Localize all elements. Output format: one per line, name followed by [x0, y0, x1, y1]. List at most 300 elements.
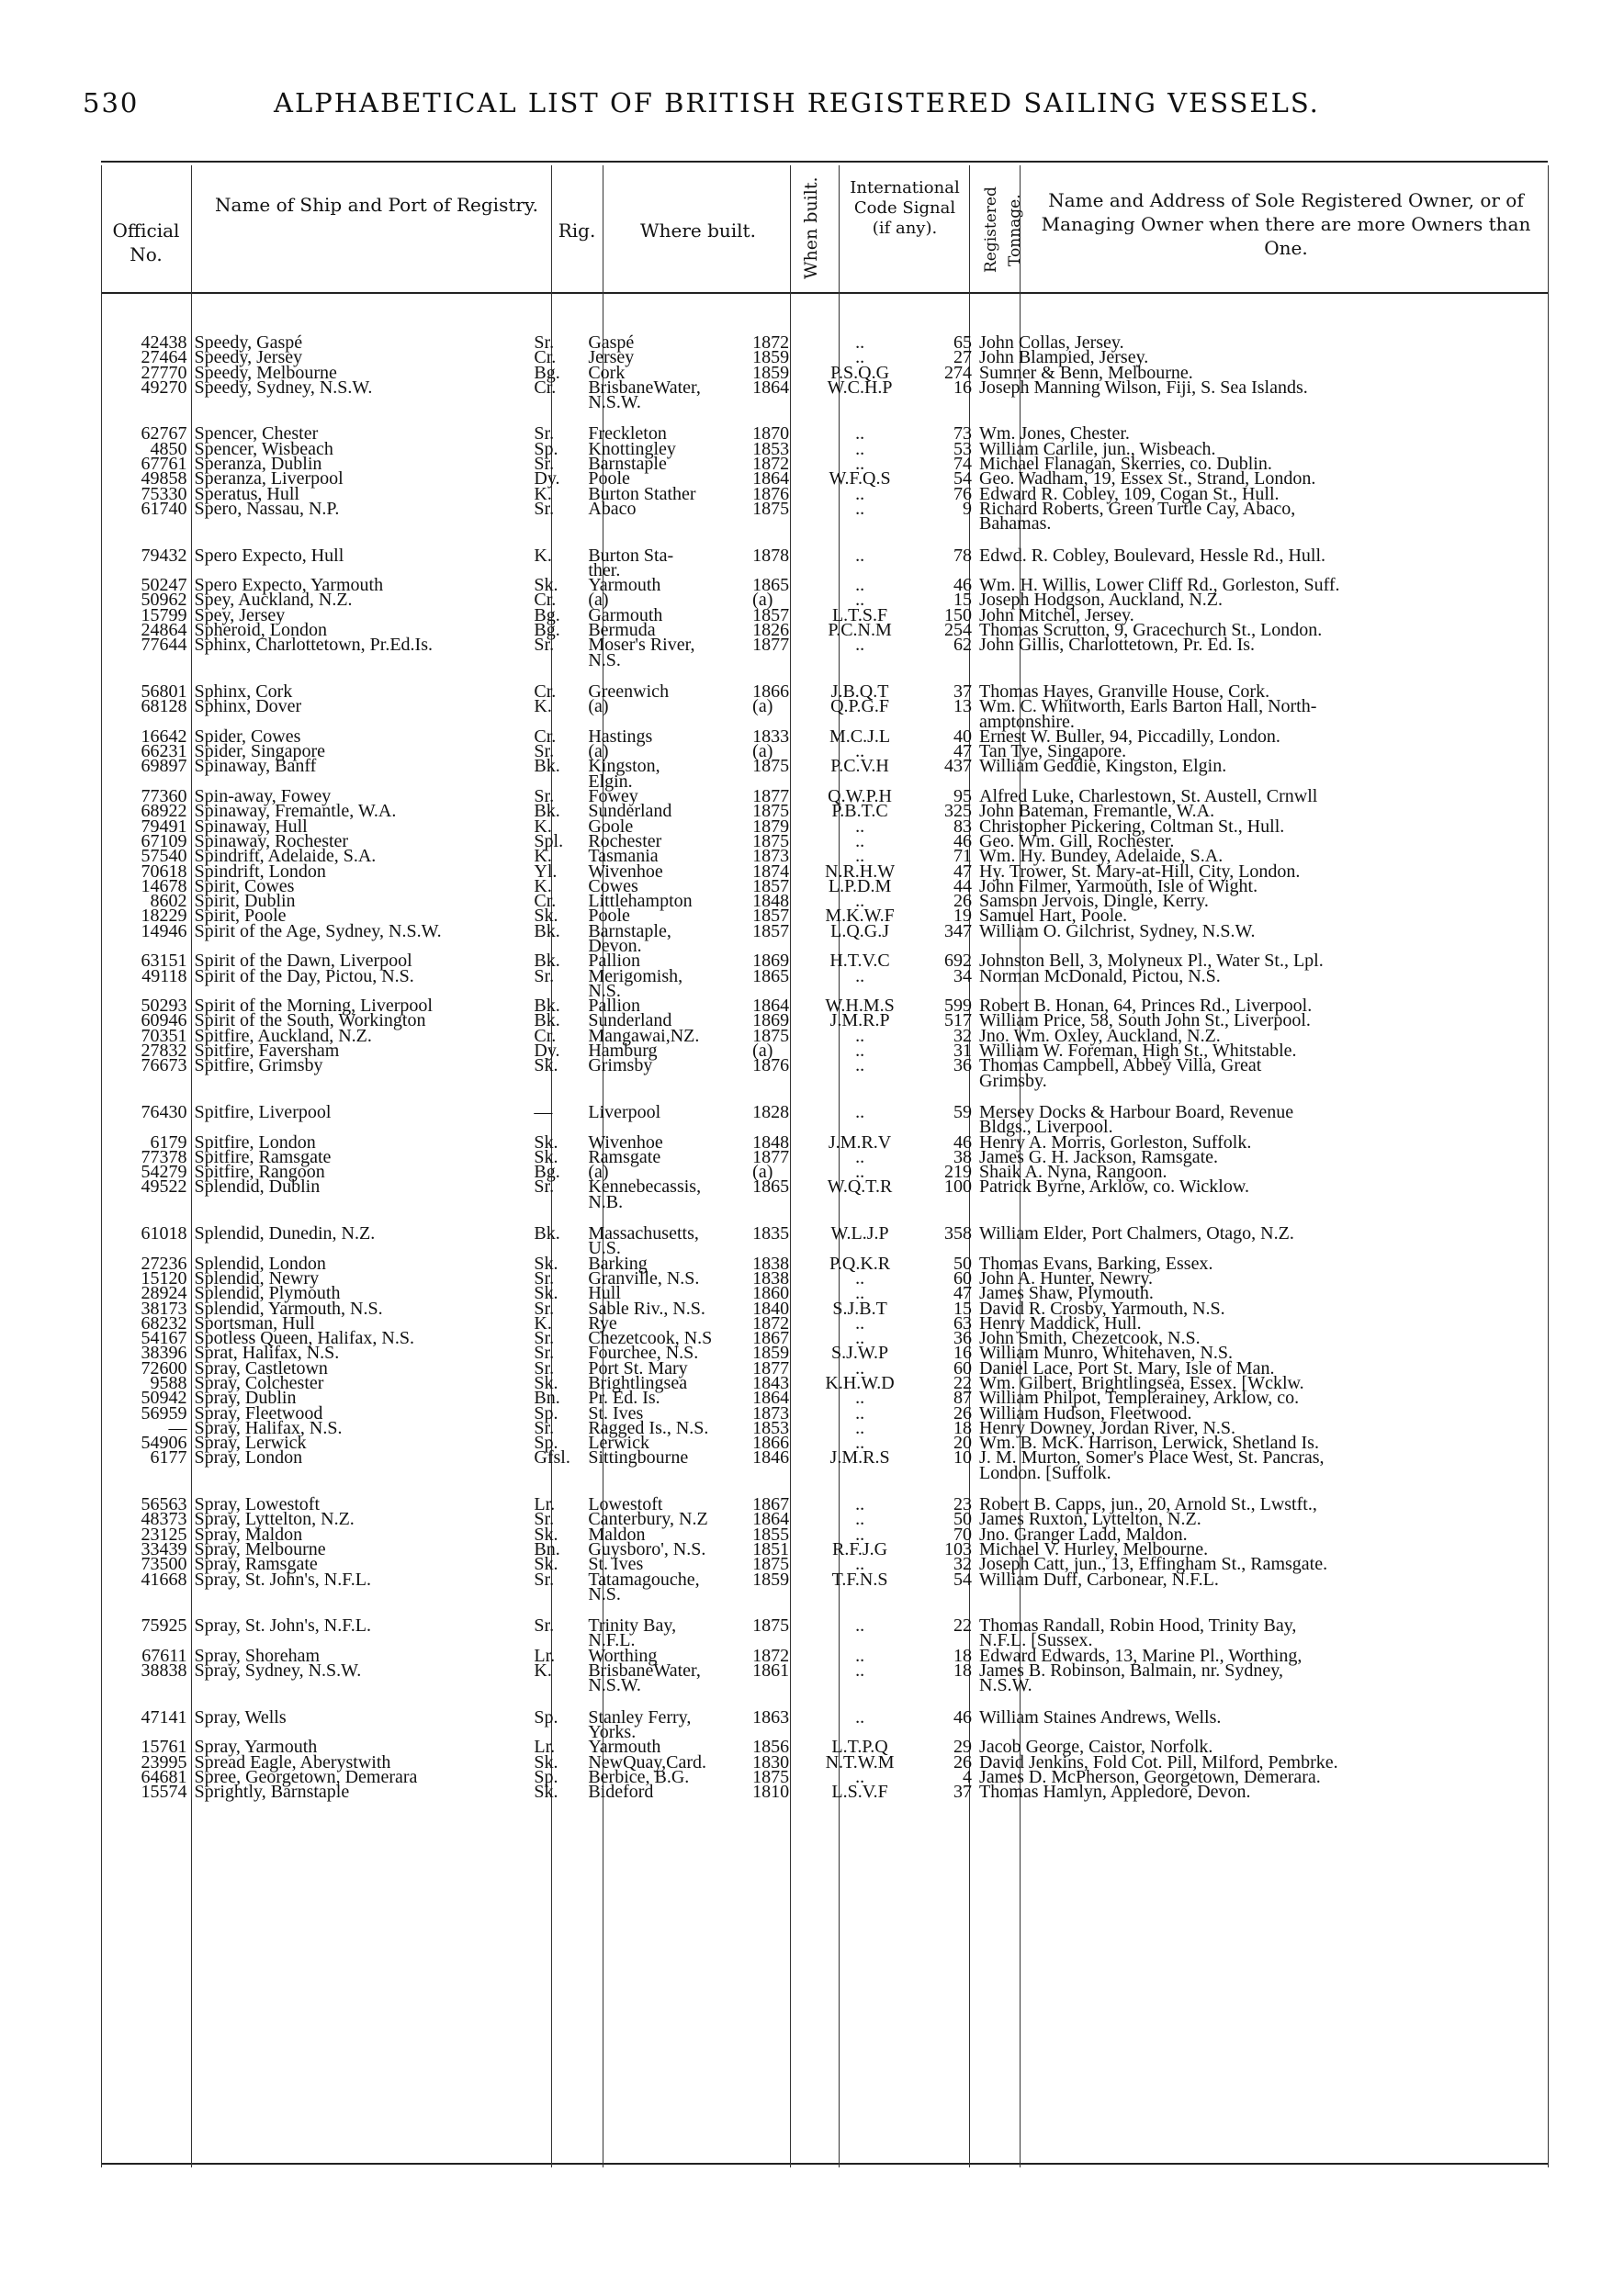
cell-ton: 73	[953, 423, 973, 445]
cell-code: ..	[855, 1660, 865, 1682]
cell-owner: Daniel Lace, Port St. Mary, Isle of Man.	[979, 1357, 1275, 1379]
cell-off: 77360	[141, 786, 187, 807]
cell-rig: Sr.	[534, 1343, 555, 1364]
cell-off: 24864	[141, 620, 187, 641]
cell-code: ..	[855, 816, 865, 837]
cell-code: L.Q.G.J	[830, 920, 889, 941]
cell-code: L.T.S.F	[831, 604, 888, 625]
cell-where: Sable Riv., N.S.	[588, 1298, 705, 1319]
cell-ton: 54	[953, 468, 973, 490]
header-official-no: Official No.	[112, 219, 180, 265]
cell-ton: 100	[944, 1176, 973, 1198]
cell-name: Spencer, Chester	[194, 423, 319, 445]
cell-name: Spray, Castletown	[194, 1357, 328, 1379]
cell-off: 9588	[150, 1373, 187, 1393]
cell-name: Spinaway, Banff	[194, 756, 317, 777]
cell-owner: Bahamas.	[979, 513, 1052, 535]
cell-name: Spitfire, Faversham	[194, 1041, 340, 1062]
cell-ton: 50	[953, 1253, 973, 1274]
cell-code: Q.W.P.H	[828, 786, 892, 807]
cell-when: 1851	[752, 1538, 790, 1559]
cell-where: Berbice, B.G.	[588, 1766, 690, 1787]
cell-ton: 76	[953, 483, 973, 504]
cell-off: 15799	[141, 604, 187, 625]
cell-ton: 37	[953, 1782, 973, 1803]
cell-off: 77644	[141, 635, 187, 656]
cell-owner: Joseph Hodgson, Auckland, N.Z.	[979, 590, 1224, 611]
cell-name: Splendid, London	[194, 1253, 326, 1274]
cell-rig: Gfsl.	[534, 1447, 570, 1469]
cell-when	[749, 1195, 798, 1210]
cell-where: Sunderland	[588, 801, 672, 822]
cell-rig: Sk.	[534, 1751, 558, 1773]
cell-when: 1878	[752, 545, 790, 566]
cell-off: 27464	[141, 347, 187, 368]
cell-when: 1863	[752, 1706, 790, 1728]
cell-name: Speratus, Hull	[194, 483, 299, 504]
table-row	[101, 335, 1548, 350]
cell-when: 1828	[752, 1101, 790, 1122]
table-row	[101, 804, 1548, 818]
cell-name: Splendid, Dublin	[194, 1176, 321, 1198]
cell-ton: 22	[953, 1615, 973, 1637]
cell-rig: K.	[534, 816, 552, 837]
cell-code: ..	[855, 1433, 865, 1454]
cell-name: Spencer, Wisbeach	[194, 438, 333, 459]
cell-name: Spray, Lowestoft	[194, 1494, 321, 1515]
cell-rig: Bg.	[534, 604, 560, 625]
cell-owner: William W. Foreman, High St., Whitstable.	[979, 1041, 1297, 1062]
cell-rig: Bn.	[534, 1538, 560, 1559]
cell-when: 1857	[752, 920, 790, 941]
cell-name: Speranza, Dublin	[194, 454, 322, 475]
cell-where: Poole	[588, 906, 630, 927]
cell-name: Speranza, Liverpool	[194, 468, 344, 490]
cell-where: Cowes	[588, 875, 638, 896]
cell-name: Sprightly, Barnstaple	[194, 1782, 350, 1803]
spacer-cell	[101, 668, 1548, 684]
cell-rig: Spl.	[534, 830, 564, 851]
cell-off: 15574	[141, 1782, 187, 1803]
cell-off: 75925	[141, 1615, 187, 1637]
cell-off: 50942	[141, 1388, 187, 1409]
cell-off: 16642	[141, 726, 187, 747]
cell-where: Barnstaple	[588, 454, 667, 475]
cell-code: ..	[855, 741, 865, 762]
cell-where: Ramsgate	[588, 1146, 661, 1167]
cell-ton: 32	[953, 1025, 973, 1046]
cell-owner: Richard Roberts, Green Turtle Cay, Abaco,	[979, 498, 1296, 519]
cell-rig: Sk.	[534, 1283, 558, 1304]
cell-owner: William Munro, Whitehaven, N.S.	[979, 1343, 1234, 1364]
cell-off: 63151	[141, 951, 187, 972]
table-row	[101, 715, 1548, 729]
cell-code: ..	[855, 575, 865, 596]
cell-when: 1859	[752, 1343, 790, 1364]
cell-name: Speedy, Sydney, N.S.W.	[194, 377, 373, 398]
cell-rig: K.	[534, 875, 552, 896]
cell-where: Merigomish,	[588, 965, 683, 986]
cell-ton: 63	[953, 1312, 973, 1334]
cell-off: 27770	[141, 362, 187, 383]
cell-ton: 19	[953, 906, 973, 927]
cell-code: ..	[855, 347, 865, 368]
header-tonnage: Registered Tonnage.	[982, 186, 1024, 274]
cell-when: 1810	[752, 1782, 790, 1803]
cell-owner: amptonshire.	[979, 711, 1075, 732]
cell-owner: Thomas Campbell, Abbey Villa, Great	[979, 1055, 1262, 1076]
cell-owner: William Duff, Carbonear, N.F.L.	[979, 1569, 1219, 1590]
header-owner: Name and Address of Sole Registered Owner, or of Managing Owner when there are more Owners than One.	[1041, 189, 1531, 259]
cell-owner: J. M. Murton, Somer's Place West, St. Pancras,	[979, 1447, 1325, 1469]
cell-ton: 65	[953, 332, 973, 353]
cell-name: Spree, Georgetown, Demerara	[194, 1766, 418, 1787]
cell-owner: David Jenkins, Fold Cot. Pill, Milford, Pembrke.	[979, 1751, 1338, 1773]
cell-off: 28924	[141, 1283, 187, 1304]
cell-when: 1830	[752, 1751, 790, 1773]
cell-name: Splendid, Yarmouth, N.S.	[194, 1298, 383, 1319]
cell-name: Spray, Ramsgate	[194, 1554, 318, 1575]
cell-code: J.B.Q.T	[830, 681, 889, 702]
cell-owner: James D. McPherson, Georgetown, Demerara.	[979, 1766, 1321, 1787]
cell-code: W.F.Q.S	[829, 468, 891, 490]
cell-name: Spitfire, Liverpool	[194, 1101, 332, 1122]
cell-rig: Sk.	[534, 1782, 558, 1803]
cell-owner	[976, 1195, 1548, 1210]
cell-where: Port St. Mary	[588, 1357, 688, 1379]
cell-rig: Bk.	[534, 1223, 560, 1244]
cell-code: J.M.R.P	[829, 1010, 890, 1031]
cell-code: ..	[855, 891, 865, 912]
cell-off: 49522	[141, 1176, 187, 1198]
cell-owner: Edward R. Cobley, 109, Cogan St., Hull.	[979, 483, 1280, 504]
cell-rig: Cr.	[534, 347, 557, 368]
cell-rig: Sp.	[534, 438, 558, 459]
cell-ton: 36	[953, 1055, 973, 1076]
cell-when: 1866	[752, 1433, 790, 1454]
cell-code: ..	[855, 1101, 865, 1122]
cell-ton	[921, 653, 976, 668]
cell-off: 70351	[141, 1025, 187, 1046]
cell-code	[798, 653, 921, 668]
cell-off: 38838	[141, 1660, 187, 1682]
table-row	[101, 380, 1548, 395]
cell-name: Spirit of the South, Workington	[194, 1010, 426, 1031]
cell-name: Sphinx, Charlottetown, Pr.Ed.Is.	[194, 635, 433, 656]
cell-name: Spirit of the Morning, Liverpool	[194, 996, 433, 1017]
cell-code: M.C.J.L	[829, 726, 891, 747]
cell-rig: K.	[534, 846, 552, 867]
cell-name: Spray, Maldon	[194, 1524, 303, 1545]
cell-when: (a)	[752, 696, 773, 717]
cell-code: ..	[855, 1146, 865, 1167]
cell-where: (a)	[588, 1162, 609, 1183]
cell-rig: Sr.	[534, 332, 555, 353]
cell-ton: 38	[953, 1146, 973, 1167]
cell-ton: 150	[944, 604, 973, 625]
cell-where: (a)	[588, 696, 609, 717]
cell-name: Spirit, Cowes	[194, 875, 295, 896]
cell-owner: Norman McDonald, Pictou, N.S.	[979, 965, 1221, 986]
cell-owner: Geo. Wm. Gill, Rochester.	[979, 830, 1175, 851]
cell-code: ..	[855, 545, 865, 566]
cell-code: ..	[855, 1388, 865, 1409]
cell-when: 1872	[752, 454, 790, 475]
cell-off: 56801	[141, 681, 187, 702]
cell-when: 1875	[752, 801, 790, 822]
cell-name: Spray, Colchester	[194, 1373, 324, 1393]
cell-off: 50293	[141, 996, 187, 1017]
cell-off: 70618	[141, 861, 187, 882]
cell-off: 68128	[141, 696, 187, 717]
cell-owner: N.F.L. [Sussex.	[979, 1630, 1093, 1651]
cell-rig: Bk.	[534, 920, 560, 941]
cell-off: 4850	[150, 438, 187, 459]
cell-ton: 46	[953, 1706, 973, 1728]
table-row	[101, 1542, 1548, 1557]
cell-owner: James Ruxton, Lyttelton, N.Z.	[979, 1509, 1201, 1530]
cell-ton: 47	[953, 741, 973, 762]
cell-off: 60946	[141, 1010, 187, 1031]
cell-off: 54167	[141, 1328, 187, 1349]
cell-when: (a)	[752, 590, 773, 611]
table-row	[101, 699, 1548, 714]
cell-owner: Robert B. Honan, 64, Princes Rd., Liverpool.	[979, 996, 1313, 1017]
cell-ton: 27	[953, 347, 973, 368]
cell-ton: 20	[953, 1433, 973, 1454]
cell-ton: 46	[953, 1131, 973, 1153]
cell-code: ..	[855, 1509, 865, 1530]
cell-where: BrisbaneWater,	[588, 1660, 701, 1682]
cell-when: 1867	[752, 1494, 790, 1515]
cell-where: N.B.	[588, 1191, 624, 1212]
cell-owner: Thomas Randall, Robin Hood, Trinity Bay,	[979, 1615, 1297, 1637]
cell-name: Spray, Melbourne	[194, 1538, 326, 1559]
cell-when: (a)	[752, 741, 773, 762]
cell-owner: David R. Crosby, Yarmouth, N.S.	[979, 1298, 1225, 1319]
cell-name: Spray, Yarmouth	[194, 1737, 318, 1758]
cell-owner: Wm. H. Willis, Lower Cliff Rd., Gorleston, Suff.	[979, 575, 1340, 596]
cell-owner: William Geddie, Kingston, Elgin.	[979, 756, 1227, 777]
cell-rig: Sr.	[534, 786, 555, 807]
cell-name: Spinaway, Hull	[194, 816, 308, 837]
cell-when: 1869	[752, 951, 790, 972]
cell-off: 77378	[141, 1146, 187, 1167]
cell-when: 1873	[752, 1402, 790, 1424]
cell-off: 27236	[141, 1253, 187, 1274]
cell-ton: 54	[953, 1569, 973, 1590]
cell-rig: Sp.	[534, 1706, 558, 1728]
cell-where: Lowestoft	[588, 1494, 663, 1515]
cell-ton: 83	[953, 816, 973, 837]
cell-off: 76430	[141, 1101, 187, 1122]
cell-where	[584, 1074, 749, 1088]
table-row	[101, 1105, 1548, 1120]
cell-owner: Edwd. R. Cobley, Boulevard, Hessle Rd., Hull.	[979, 545, 1326, 566]
cell-code: ..	[855, 1706, 865, 1728]
cell-where: Hull	[588, 1283, 621, 1304]
cell-name: Spray, Sydney, N.S.W.	[194, 1660, 362, 1682]
cell-where: St. Ives	[588, 1554, 644, 1575]
cell-when: (a)	[752, 1041, 773, 1062]
cell-name: Spray, Dublin	[194, 1388, 297, 1409]
cell-owner: Samson Jervois, Dingle, Kerry.	[979, 891, 1209, 912]
cell-owner: Wm. Gilbert, Brightlingsea, Essex. [Wcklw.	[979, 1373, 1304, 1393]
cell-when: 1875	[752, 498, 790, 519]
cell-ton: 46	[953, 830, 973, 851]
cell-owner: Tan Tye, Singapore.	[979, 741, 1127, 762]
cell-off: 72600	[141, 1357, 187, 1379]
cell-rig: Bk.	[534, 951, 560, 972]
cell-off: 75330	[141, 483, 187, 504]
cell-ton: 59	[953, 1101, 973, 1122]
cell-code: W.L.J.P	[830, 1223, 889, 1244]
cell-when: 1869	[752, 1010, 790, 1031]
cell-code: ..	[855, 1417, 865, 1438]
cell-name: Speedy, Melbourne	[194, 362, 337, 383]
cell-where: Guysboro', N.S.	[588, 1538, 706, 1559]
cell-when: 1870	[752, 423, 790, 445]
cell-owner: James Shaw, Plymouth.	[979, 1283, 1154, 1304]
cell-when: 1838	[752, 1253, 790, 1274]
cell-rig: Sr.	[534, 1509, 555, 1530]
cell-where: Rochester	[588, 830, 662, 851]
cell-off: 6179	[150, 1131, 187, 1153]
cell-name: Spray, London	[194, 1447, 303, 1469]
cell-owner: Alfred Luke, Charlestown, St. Austell, Crnwll	[979, 786, 1318, 807]
cell-off: 49858	[141, 468, 187, 490]
cell-owner: London. [Suffolk.	[979, 1462, 1111, 1483]
cell-ton: 95	[953, 786, 973, 807]
cell-where: Freckleton	[588, 423, 667, 445]
cell-rig: Sk.	[534, 1253, 558, 1274]
cell-name: Spirit, Dublin	[194, 891, 296, 912]
cell-rig: Sk.	[534, 1554, 558, 1575]
cell-owner: Johnston Bell, 3, Molyneux Pl., Water St., Lpl.	[979, 951, 1324, 972]
cell-owner: James B. Robinson, Balmain, nr. Sydney,	[979, 1660, 1283, 1682]
cell-owner: William Price, 58, South John St., Liverpool.	[979, 1010, 1311, 1031]
cell-off: 79491	[141, 816, 187, 837]
cell-code	[798, 1195, 921, 1210]
cell-where: Mangawai,NZ.	[588, 1025, 700, 1046]
cell-when: 1857	[752, 604, 790, 625]
cell-rig: Sp.	[534, 1766, 558, 1787]
cell-owner: Edward Edwards, 13, Marine Pl., Worthing,	[979, 1645, 1303, 1666]
cell-off: 73500	[141, 1554, 187, 1575]
cell-where: Hastings	[588, 726, 653, 747]
cell-when	[749, 1074, 798, 1088]
cell-when: 1875	[752, 1554, 790, 1575]
cell-where: Lerwick	[588, 1433, 649, 1454]
cell-name: Spray, Wells	[194, 1706, 287, 1728]
cell-ton: 692	[944, 951, 973, 972]
cell-where: Abaco	[588, 498, 637, 519]
cell-owner: John Collas, Jersey.	[979, 332, 1124, 353]
cell-ton: 47	[953, 861, 973, 882]
cell-rig: Sr.	[534, 1615, 555, 1637]
table-row	[101, 1301, 1548, 1316]
cell-ton	[921, 1466, 976, 1480]
cell-name: Spin-away, Fowey	[194, 786, 332, 807]
cell-when: 1840	[752, 1298, 790, 1319]
cell-where: Yorks.	[588, 1721, 637, 1742]
cell-rig: Sp.	[534, 1402, 558, 1424]
cell-where: ther.	[588, 559, 621, 580]
spacer-row	[101, 410, 1548, 426]
cell-code: ..	[855, 1328, 865, 1349]
cell-where: Trinity Bay,	[588, 1615, 677, 1637]
cell-rig: Sr.	[534, 741, 555, 762]
cell-name: Spitfire, Rangoon	[194, 1162, 325, 1183]
cell-code: ..	[855, 965, 865, 986]
table-row	[101, 1074, 1548, 1088]
page-number: 530	[83, 87, 140, 118]
cell-rig: Lr.	[534, 1645, 556, 1666]
cell-code: ..	[855, 1162, 865, 1183]
cell-where: Kingston,	[588, 756, 660, 777]
cell-when: 1865	[752, 575, 790, 596]
cell-where: Worthing	[588, 1645, 658, 1666]
cell-code: ..	[855, 1055, 865, 1076]
cell-owner: Bldgs., Liverpool.	[979, 1117, 1113, 1138]
cell-when: 1877	[752, 635, 790, 656]
cell-when	[749, 1466, 798, 1480]
cell-off: 68232	[141, 1312, 187, 1334]
cell-code: ..	[855, 1554, 865, 1575]
cell-name: Speedy, Gaspé	[194, 332, 303, 353]
cell-off: 23125	[141, 1524, 187, 1545]
cell-name: Spray, St. John's, N.F.L.	[194, 1615, 371, 1637]
spacer-row	[101, 1694, 1548, 1710]
cell-code: ..	[855, 1766, 865, 1787]
cell-code: J.M.R.S	[829, 1447, 890, 1469]
cell-owner: William Philpot, Templerainey, Arklow, co.	[979, 1388, 1300, 1409]
cell-rig: —	[534, 1101, 553, 1122]
cell-ton: 23	[953, 1494, 973, 1515]
cell-off: 64681	[141, 1766, 187, 1787]
cell-owner: Joseph Manning Wilson, Fiji, S. Sea Islands.	[979, 377, 1308, 398]
cell-where: Brightlingsea	[588, 1373, 688, 1393]
cell-owner: Joseph Catt, jun., 13, Effingham St., Ramsgate.	[979, 1554, 1328, 1575]
cell-name: Sphinx, Cork	[194, 681, 293, 702]
cell-name: Sprat, Halifax, N.S.	[194, 1343, 340, 1364]
cell-off: 33439	[141, 1538, 187, 1559]
cell-ton: 15	[953, 1298, 973, 1319]
vessel-register-table	[101, 332, 1548, 1803]
cell-name: Spray, Lerwick	[194, 1433, 307, 1454]
cell-rig: K.	[534, 1660, 552, 1682]
cell-rig: K.	[534, 545, 552, 566]
cell-owner: Christopher Pickering, Coltman St., Hull.	[979, 816, 1285, 837]
cell-code: L.P.D.M	[828, 875, 892, 896]
cell-where: Kennebecassis,	[588, 1176, 702, 1198]
cell-where: Stanley Ferry,	[588, 1706, 692, 1728]
cell-name: Speedy, Jersey	[194, 347, 303, 368]
cell-where: Pr. Ed. Is.	[588, 1388, 660, 1409]
cell-rig: Bk.	[534, 1010, 560, 1031]
cell-code: ..	[855, 1025, 865, 1046]
cell-owner: Henry Downey, Jordan River, N.S.	[979, 1417, 1236, 1438]
table-row	[101, 471, 1548, 486]
cell-rig: Sk.	[534, 575, 558, 596]
cell-name: Spotless Queen, Halifax, N.S.	[194, 1328, 414, 1349]
cell-code: P.B.T.C	[831, 801, 888, 822]
cell-when: 1853	[752, 1417, 790, 1438]
cell-rig: Sr.	[534, 965, 555, 986]
cell-ton: 16	[953, 1343, 973, 1364]
cell-where: N.S.W.	[588, 1675, 641, 1696]
cell-owner: William Elder, Port Chalmers, Otago, N.Z.	[979, 1223, 1294, 1244]
